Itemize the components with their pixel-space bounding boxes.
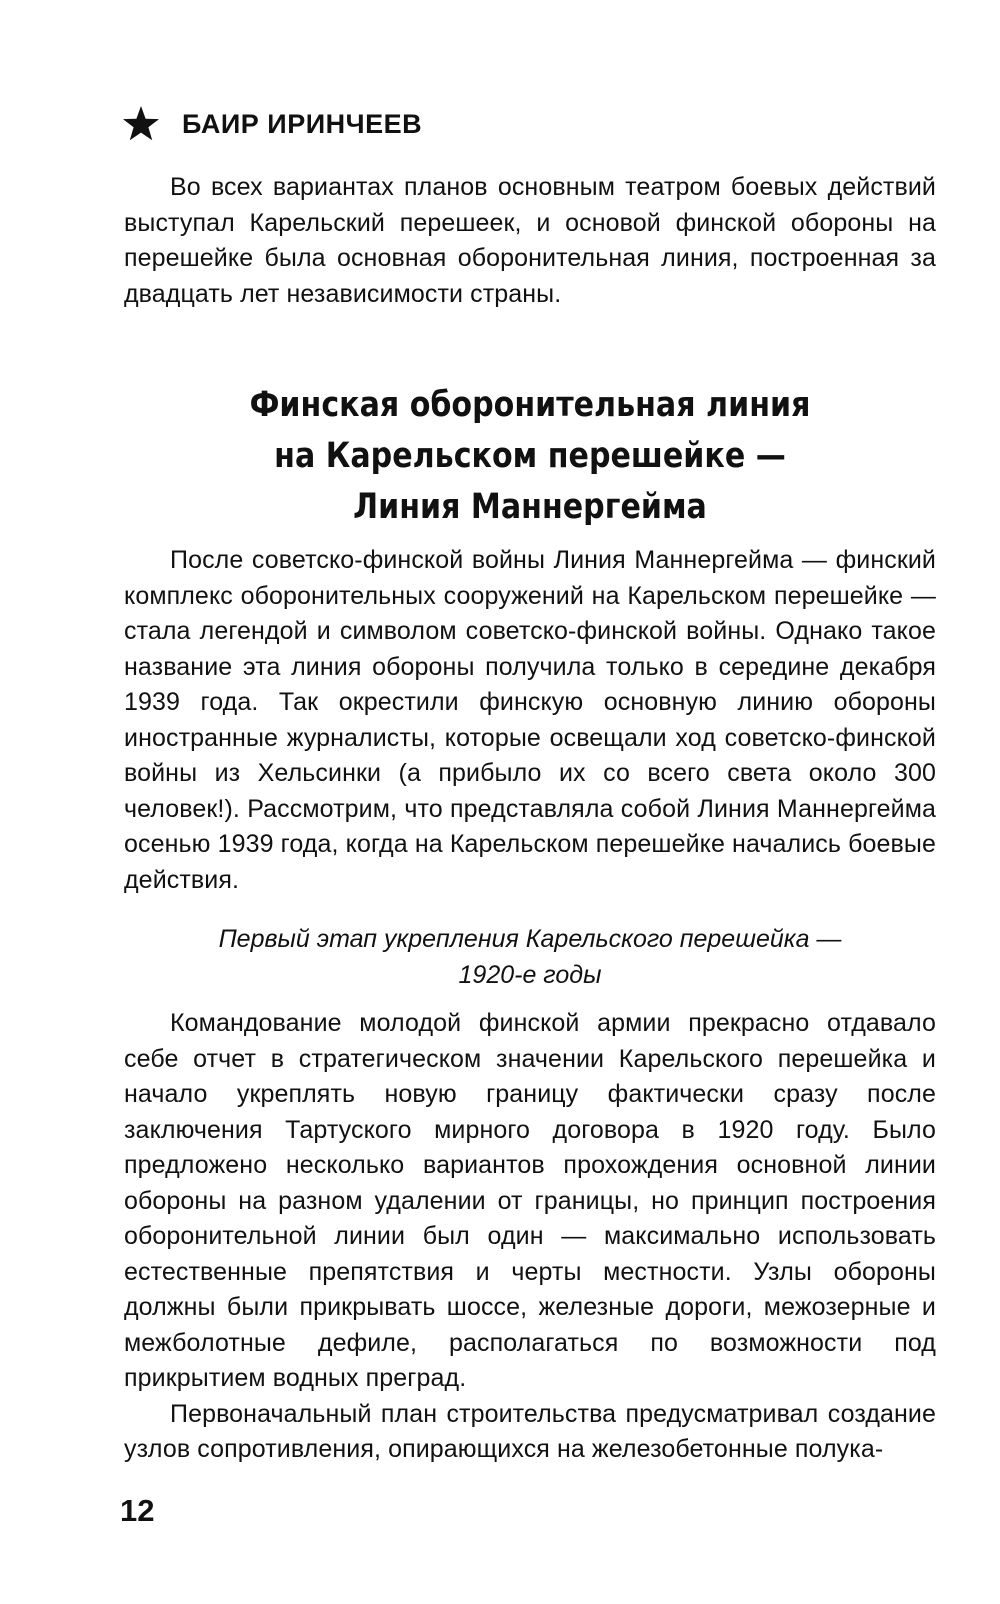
author-name: БАИР ИРИНЧЕЕВ xyxy=(182,108,423,139)
intro-block xyxy=(124,170,936,312)
section-heading-line-3: Линия Маннергейма xyxy=(353,487,707,527)
section-heading-line-1: Финская оборонительная линия xyxy=(249,385,811,425)
star-icon xyxy=(122,105,160,143)
running-head xyxy=(122,104,422,144)
intro-paragraph: Во всех вариантах планов основным театром боевых действий выступал Карельский перешеек, и основой финской обороны на перешейке была основная оборонительная линия, построенная за двадцать лет независимости страны. xyxy=(124,173,936,308)
subsection-heading-line-2: 1920-е годы xyxy=(458,961,602,989)
subsection-paragraph-2: Первоначальный план строительства предусматривал создание узлов сопротивления, опирающихся на железобетонные полука- xyxy=(124,1399,936,1463)
subsection-heading xyxy=(124,921,936,993)
section-body xyxy=(124,543,936,898)
subsection-heading-line-1: Первый этап укрепления Карельского перешейка — xyxy=(218,925,842,953)
page-number: 12 xyxy=(120,1493,155,1528)
section-paragraph: После советско-финской войны Линия Маннергейма — финский комплекс оборонительных сооружений на Карельском перешейке — стала легендой и символом советско-финской войны. Однако такое название эта линия обороны получила только в середине декабря 1939 года. Так окрестили финскую основную линию обороны иностранные журналисты, которые освещали ход советско-финской войны из Хельсинки (а прибыло их со всего света около 300 человек!). Рассмотрим, что представляла собой Линия Маннергейма осенью 1939 года, когда на Карельском перешейке начались боевые действия. xyxy=(124,546,936,894)
subsection-body xyxy=(124,1006,936,1468)
subsection-paragraph-1: Командование молодой финской армии прекрасно отдавало себе отчет в стратегическом значении Карельского перешейка и начало укреплять новую границу фактически сразу после заключения Тартуского мирного договора в 1920 году. Было предложено несколько вариантов прохождения основной линии обороны на разном удалении от границы, но принцип построения оборонительной линии был один — максимально использовать естественные препятствия и черты местности. Узлы обороны должны были прикрывать шоссе, железные дороги, межозерные и межболотные дефиле, располагаться по возможности под прикрытием водных преград. xyxy=(124,1009,936,1392)
section-heading xyxy=(181,380,879,533)
section-heading-line-2: на Карельском перешейке — xyxy=(274,436,786,476)
